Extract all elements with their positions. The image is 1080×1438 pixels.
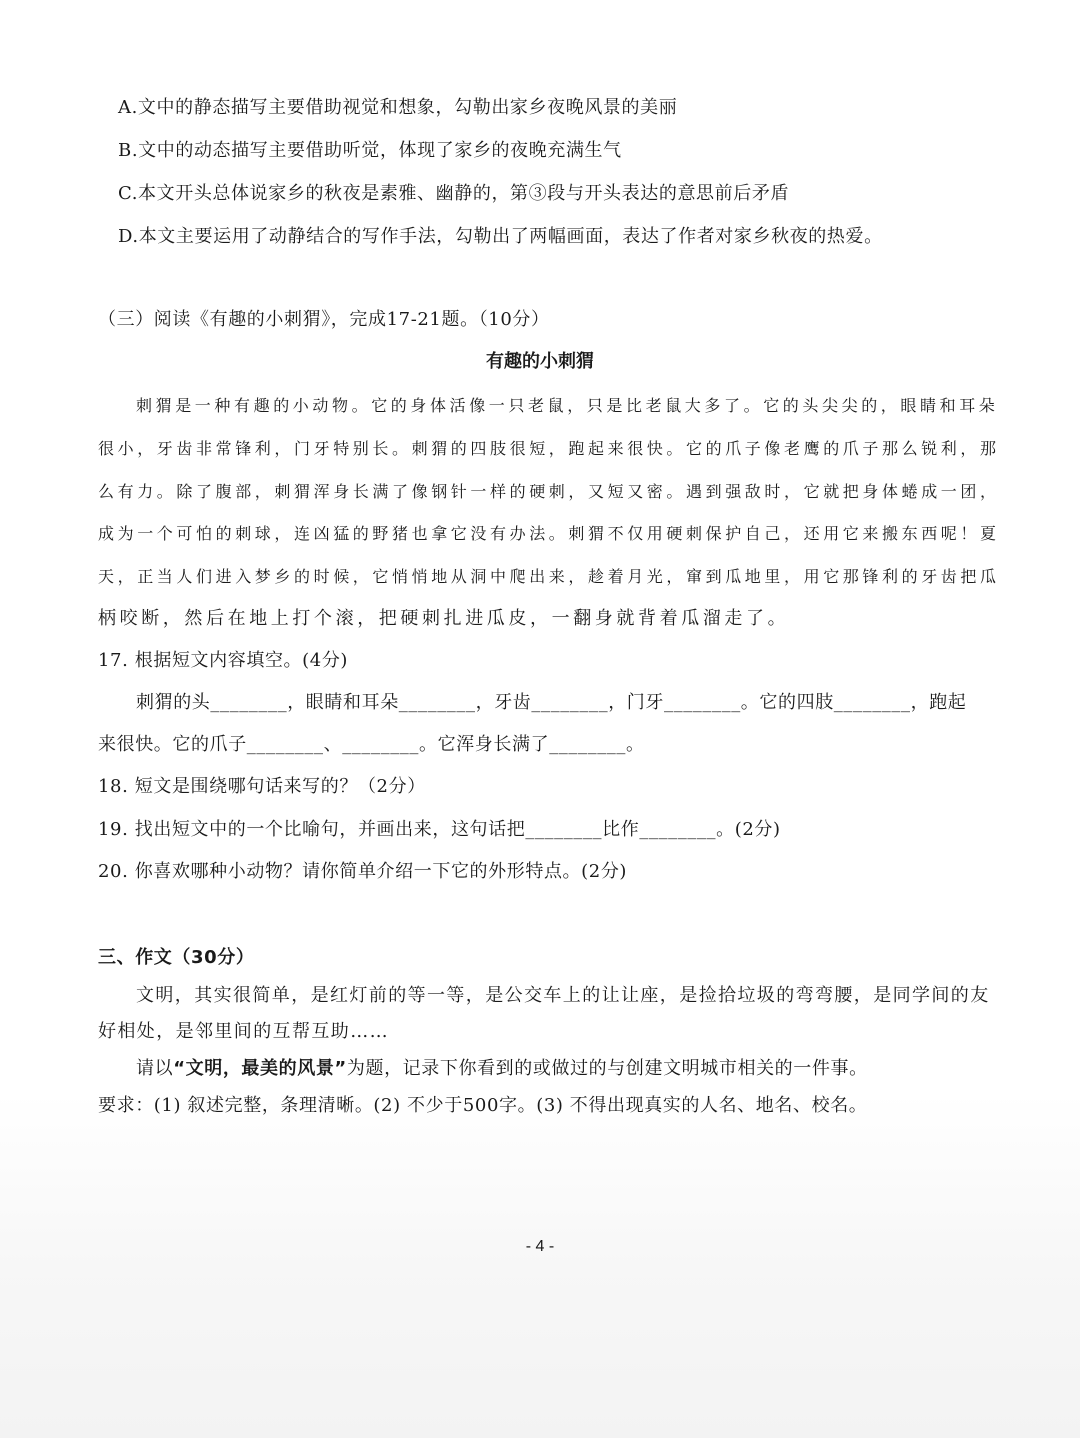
composition-topic: “文明，最美的风景” [173, 1058, 347, 1079]
prompt-prefix: 请以 [136, 1058, 174, 1079]
composition-requirements: 要求：(1) 叙述完整，条理清晰。(2) 不少于500字。(3) 不得出现真实的人名、地名、校名。 [98, 1095, 868, 1116]
passage-line: 天，正当人们进入梦乡的时候，它悄悄地从洞中爬出来，趁着月光，窜到瓜地里，用它那锋利的牙齿把瓜 [98, 567, 1000, 586]
question-17-blanks-line-1: 刺猬的头________，眼睛和耳朵________，牙齿________，门牙________。它的四肢________，跑起 [136, 692, 967, 713]
option-a: A.文中的静态描写主要借助视觉和想象，勾勒出家乡夜晚风景的美丽 [118, 97, 678, 118]
passage-line: 柄咬断，然后在地上打个滚，把硬刺扎进瓜皮，一翻身就背着瓜溜走了。 [98, 608, 790, 629]
section-intro: （三）阅读《有趣的小刺猬》，完成17-21题。（10分） [98, 309, 550, 330]
composition-para-line: 好相处，是邻里间的互帮互助…… [98, 1021, 389, 1042]
composition-heading: 三、作文（30分） [98, 947, 255, 968]
question-17: 17. 根据短文内容填空。(4分) [98, 650, 349, 671]
passage-line: 么有力。除了腹部，刺猬浑身长满了像钢针一样的硬刺，又短又密。遇到强敌时，它就把身体蜷成一团， [98, 482, 1000, 501]
option-b: B.文中的动态描写主要借助听觉，体现了家乡的夜晚充满生气 [118, 140, 622, 161]
passage-line: 很小，牙齿非常锋利，门牙特别长。刺猬的四肢很短，跑起来很快。它的爪子像老鹰的爪子那么锐利，那 [98, 439, 1000, 458]
page-number: - 4 - [525, 1238, 555, 1255]
composition-prompt [136, 1057, 868, 1081]
question-19: 19. 找出短文中的一个比喻句，并画出来，这句话把________比作________。(2分) [98, 819, 781, 840]
passage-title: 有趣的小刺猬 [486, 351, 594, 372]
passage-line: 刺猬是一种有趣的小动物。它的身体活像一只老鼠，只是比老鼠大多了。它的头尖尖的，眼睛和耳朵 [136, 396, 999, 415]
question-18: 18. 短文是围绕哪句话来写的？（2分） [98, 776, 426, 797]
passage-line: 成为一个可怕的刺球，连凶猛的野猪也拿它没有办法。刺猬不仅用硬刺保护自己，还用它来搬东西呢！夏 [98, 524, 1000, 543]
prompt-suffix: 为题，记录下你看到的或做过的与创建文明城市相关的一件事。 [346, 1058, 868, 1079]
composition-para-line: 文明，其实很简单，是红灯前的等一等，是公交车上的让让座，是捡拾垃圾的弯弯腰，是同学间的友 [136, 985, 990, 1006]
option-c: C.本文开头总体说家乡的秋夜是素雅、幽静的，第③段与开头表达的意思前后矛盾 [118, 183, 790, 204]
question-20: 20. 你喜欢哪种小动物？请你简单介绍一下它的外形特点。(2分) [98, 861, 628, 882]
question-17-blanks-line-2: 来很快。它的爪子________、________。它浑身长满了________。 [98, 734, 645, 755]
option-d: D.本文主要运用了动静结合的写作手法，勾勒出了两幅画面，表达了作者对家乡秋夜的热爱。 [118, 226, 883, 247]
